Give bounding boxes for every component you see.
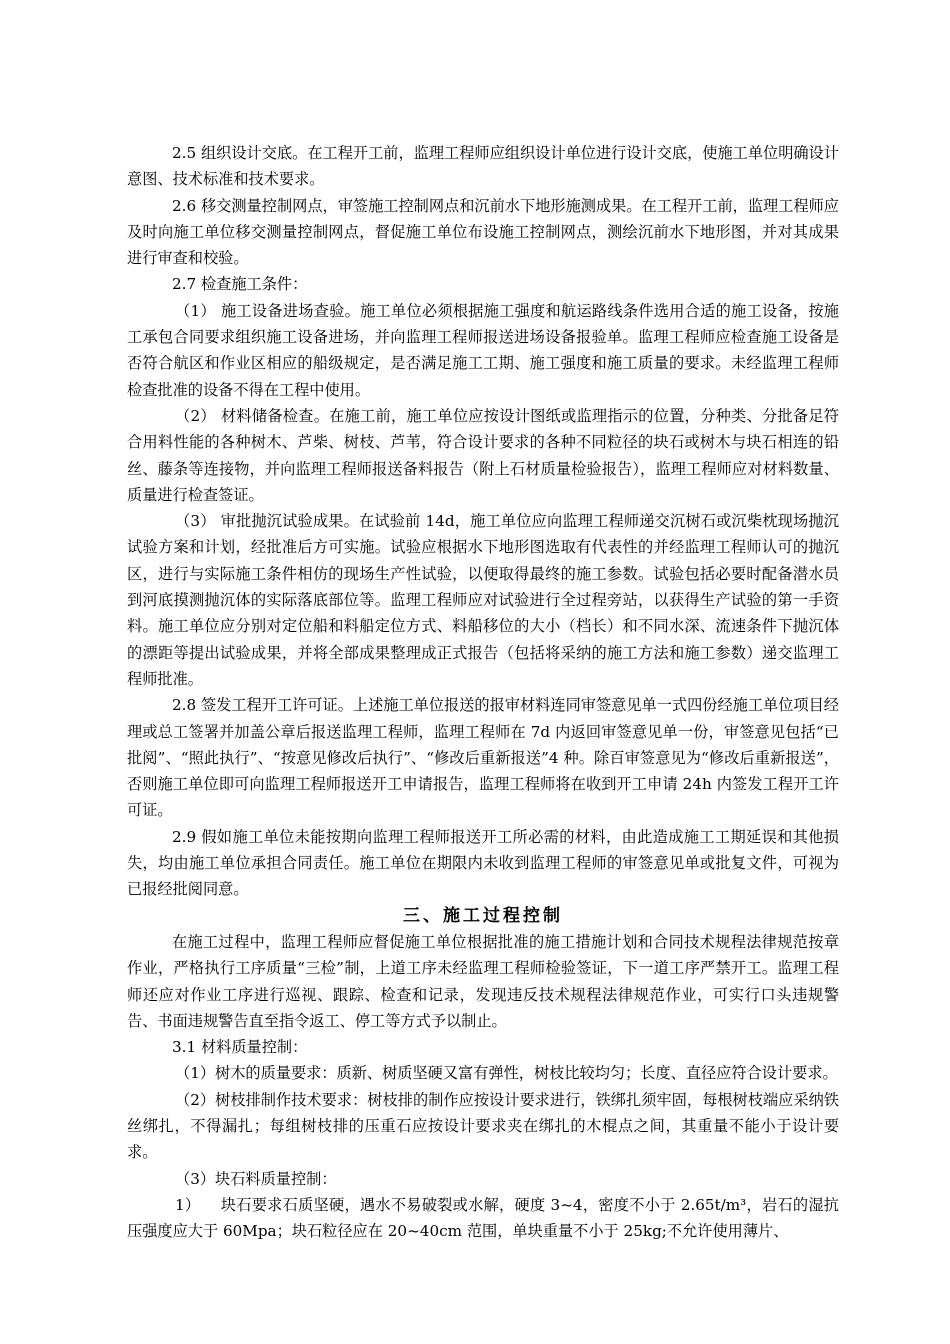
paragraph-2-7-2: （2） 材料储备检查。在施工前，施工单位应按设计图纸或监理指示的位置，分种类、分批备足符合用料性能的各种树木、芦柴、树枝、芦苇，符合设计要求的各种不同粒径的块石或树木与块石相连的铅丝、藤条等连接物，并向监理工程师报送备料报告（附上石材质量检验报告），监理工程师应对材料数量、质量进行检查签证。 — [127, 406, 839, 504]
paragraph-3-1-2: （2）树枝排制作技术要求：树枝排的制作应按设计要求进行，铁绑扎须牢固，每根树枝端应采纳铁丝绑扎，不得漏扎；每组树枝排的压重石应按设计要求夹在绑扎的木棍点之间，其重量不能小于设计要求。 — [127, 1090, 839, 1162]
paragraph-2-7-1: （1） 施工设备进场查验。施工单位必须根据施工强度和航运路线条件选用合适的施工设备，按施工承包合同要求组织施工设备进场，并向监理工程师报送进场设备报验单。监理工程师应检查施工设备是否符合航区和作业区相应的船级规定，是否满足施工工期、施工强度和施工质量的要求。未经监理工程师检查批准的设备不得在工程中使用。 — [127, 301, 839, 399]
document-page — [127, 140, 839, 1244]
paragraph-3-intro: 在施工过程中，监理工程师应督促施工单位根据批准的施工措施计划和合同技术规程法律规范按章作业，严格执行工序质量“三检”制，上道工序未经监理工程师检验签证，下一道工序严禁开工。监理工程师还应对作业工序进行巡视、跟踪、检查和记录，发现违反技术规程法律规范作业，可实行口头违规警告、书面违规警告直至指令返工、停工等方式予以制止。 — [127, 932, 839, 1030]
paragraph-2-9: 2.9 假如施工单位未能按期向监理工程师报送开工所必需的材料，由此造成施工工期延误和其他损失，均由施工单位承担合同责任。施工单位在期限内未收到监理工程师的审签意见单或批复文件，可视为已报经批阅同意。 — [127, 827, 839, 899]
paragraph-2-6: 2.6 移交测量控制网点，审签施工控制网点和沉前水下地形施测成果。在工程开工前，监理工程师应及时向施工单位移交测量控制网点，督促施工单位布设施工控制网点，测绘沉前水下地形图，并对其成果进行审查和校验。 — [127, 196, 839, 268]
paragraph-3-1-3: （3）块石料质量控制： — [175, 1169, 337, 1188]
paragraph-3-1-1: （1）树木的质量要求：质新、树质坚硬又富有弹性，树枝比较均匀；长度、直径应符合设计要求。 — [175, 1064, 838, 1083]
paragraph-2-5: 2.5 组织设计交底。在工程开工前，监理工程师应组织设计单位进行设计交底，使施工单位明确设计意图、技术标准和技术要求。 — [127, 144, 839, 189]
paragraph-3-1: 3.1 材料质量控制： — [172, 1038, 308, 1057]
paragraph-3-1-3-1: 1） 块石要求石质坚硬，遇水不易破裂或水解，硬度 3~4，密度不小于 2.65t/m³，岩石的湿抗压强度应大于 60Mpa；块石粒径应在 20~40cm 范围，单块重量不小于 25kg;不允许使用薄片、 — [127, 1195, 839, 1241]
paragraph-2-7: 2.7 检查施工条件： — [172, 275, 308, 294]
paragraph-2-8: 2.8 签发工程开工许可证。上述施工单位报送的报审材料连同审签意见单一式四份经施工单位项目经理或总工签署并加盖公章后报送监理工程师，监理工程师在 7d 内返回审签意见单一份，审签意见包括“已批阅”、“照此执行”、“按意见修改后执行”、“修改后重新报送”4 种。除百审签意见为“修改后重新报送”，否则施工单位即可向监理工程师报送开工申请报告，监理工程师将在收到开工申请 24h 内签发工程开工许可证。 — [127, 696, 839, 820]
paragraph-2-7-3: （3） 审批抛沉试验成果。在试验前 14d，施工单位应向监理工程师递交沉树石或沉柴枕现场抛沉试验方案和计划，经批准后方可实施。试验应根据水下地形图选取有代表性的并经监理工程师认可的抛沉区，进行与实际施工条件相仿的现场生产性试验，以便取得最终的施工参数。试验包括必要时配备潜水员到河底摸测抛沉体的实际落底部位等。监理工程师应对试验进行全过程旁站，以获得生产试验的第一手资料。施工单位应分别对定位船和料船定位方式、料船移位的大小（档长）和不同水深、流速条件下抛沉体的漂距等提出试验成果，并将全部成果整理成正式报告（包括将采纳的施工方法和施工参数）递交监理工程师批准。 — [127, 512, 839, 688]
section-heading: 三、施工过程控制 — [403, 905, 563, 926]
